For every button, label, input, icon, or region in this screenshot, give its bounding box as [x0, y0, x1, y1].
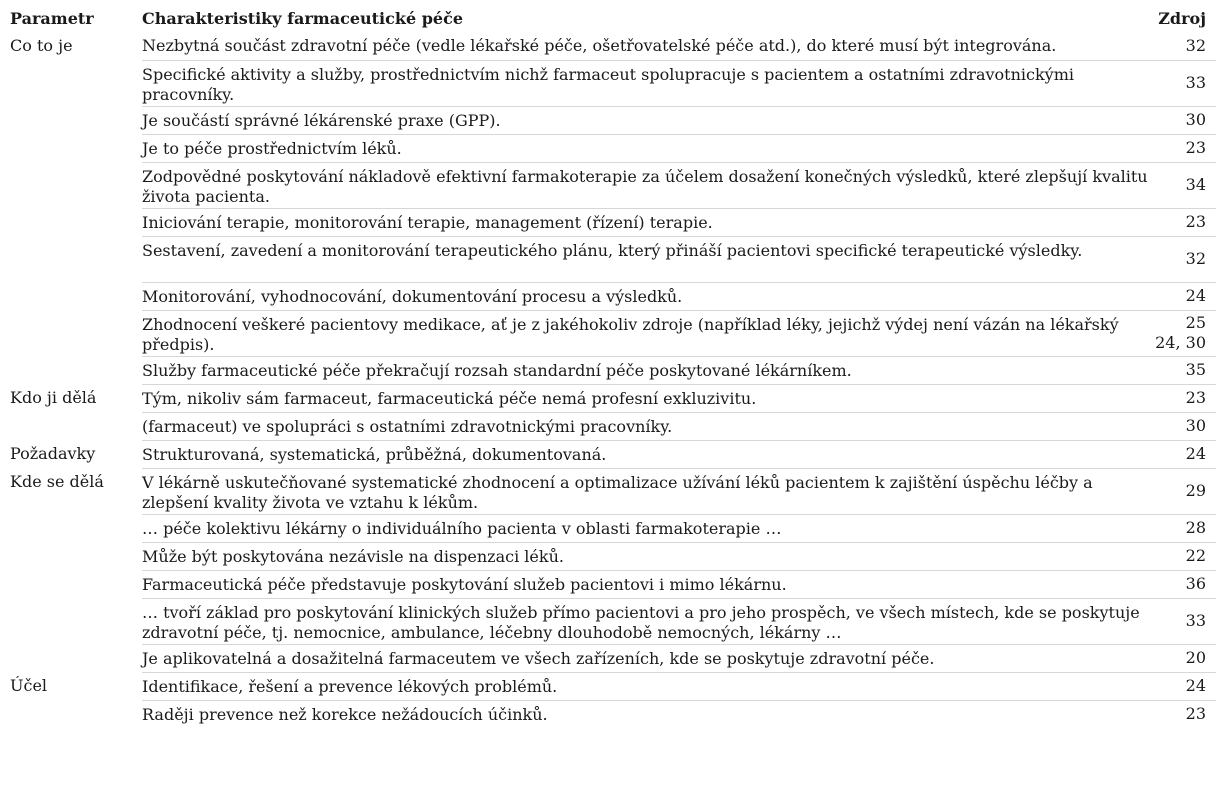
row-param	[10, 542, 142, 570]
row-characteristic: Sestavení, zavedení a monitorování terapeutického plánu, který přináší pacientovi specifické terapeutické výsledky.	[142, 236, 1152, 282]
row-source: 24	[1152, 672, 1216, 700]
row-param	[10, 356, 142, 384]
row-param	[10, 236, 142, 282]
row-param: Co to je	[10, 36, 73, 55]
table-row	[10, 208, 1216, 236]
row-param	[10, 282, 142, 310]
row-param: Požadavky	[10, 444, 96, 463]
row-param: Kdo ji dělá	[10, 388, 97, 407]
row-characteristic: Strukturovaná, systematická, průběžná, dokumentovaná.	[142, 440, 1152, 468]
table-row	[10, 282, 1216, 310]
table-row	[10, 412, 1216, 440]
row-source: 24	[1152, 282, 1216, 310]
row-source: 30	[1152, 106, 1216, 134]
table-row	[10, 700, 1216, 728]
row-param	[10, 644, 142, 672]
row-param	[10, 598, 142, 644]
row-characteristic: Nezbytná součást zdravotní péče (vedle lékařské péče, ošetřovatelské péče atd.), do které musí být integrována.	[142, 36, 1057, 55]
row-source: 24	[1152, 440, 1216, 468]
table-header-row	[10, 4, 1216, 32]
row-source: 23	[1152, 134, 1216, 162]
row-characteristic: (farmaceut) ve spolupráci s ostatními zdravotnickými pracovníky.	[142, 412, 1152, 440]
table-row	[10, 162, 1216, 208]
row-source: 29	[1152, 468, 1216, 514]
row-param	[10, 134, 142, 162]
row-characteristic: Zhodnocení veškeré pacientovy medikace, ať je z jakéhokoliv zdroje (například léky, jejichž výdej není vázán na lékařský předpis).	[142, 310, 1152, 356]
row-param	[10, 700, 142, 728]
table-row	[10, 468, 1216, 514]
row-characteristic: Je součástí správné lékárenské praxe (GPP).	[142, 106, 1152, 134]
row-source: 23	[1152, 208, 1216, 236]
row-characteristic: Tým, nikoliv sám farmaceut, farmaceutická péče nemá profesní exkluzivitu.	[142, 384, 1152, 412]
row-characteristic: … péče kolektivu lékárny o individuálního pacienta v oblasti farmakoterapie …	[142, 514, 1152, 542]
table-row	[10, 542, 1216, 570]
row-source: 28	[1152, 514, 1216, 542]
row-param	[10, 310, 142, 356]
row-source: 32	[1152, 236, 1216, 282]
row-characteristic: … tvoří základ pro poskytování klinických služeb přímo pacientovi a pro jeho prospěch, ve všech místech, kde se poskytuje zdravotní péče, tj. nemocnice, ambulance, léčebny dlouhodobě nemocných, lékárny …	[142, 598, 1152, 644]
table-row	[10, 60, 1216, 106]
row-characteristic: Služby farmaceutické péče překračují rozsah standardní péče poskytované lékárníkem.	[142, 356, 1152, 384]
table-row	[10, 106, 1216, 134]
header-characteristics: Charakteristiky farmaceutické péče	[142, 8, 463, 28]
header-source: Zdroj	[1158, 8, 1206, 28]
table-row	[10, 672, 1216, 700]
row-param	[10, 60, 142, 106]
row-characteristic: Je aplikovatelná a dosažitelná farmaceutem ve všech zařízeních, kde se poskytuje zdravotní péče.	[142, 644, 1152, 672]
row-source: 34	[1152, 162, 1216, 208]
table-row	[10, 570, 1216, 598]
row-param: Účel	[10, 676, 48, 695]
row-source: 25	[1185, 313, 1206, 332]
row-source: 32	[1185, 35, 1206, 55]
row-param	[10, 570, 142, 598]
table-row	[10, 134, 1216, 162]
row-source: 22	[1152, 542, 1216, 570]
row-source: 23	[1152, 384, 1216, 412]
table-row	[10, 440, 1216, 468]
row-source: 35	[1152, 356, 1216, 384]
table-row	[10, 644, 1216, 672]
row-characteristic: Identifikace, řešení a prevence lékových problémů.	[142, 672, 1152, 700]
row-source: 36	[1152, 570, 1216, 598]
row-param	[10, 412, 142, 440]
row-source-secondary: 24, 30	[1155, 333, 1206, 352]
row-param	[10, 106, 142, 134]
row-source: 33	[1152, 598, 1216, 644]
row-source-multi	[1152, 310, 1216, 356]
table-row	[10, 236, 1216, 282]
table-row	[10, 32, 1216, 60]
row-characteristic: V lékárně uskutečňované systematické zhodnocení a optimalizace užívání léků pacientem k zajištění úspěchu léčby a zlepšení kvality života ve vztahu k lékům.	[142, 468, 1152, 514]
row-characteristic: Monitorování, vyhodnocování, dokumentování procesu a výsledků.	[142, 282, 1152, 310]
row-characteristic: Může být poskytována nezávisle na dispenzaci léků.	[142, 542, 1152, 570]
row-characteristic: Zodpovědné poskytování nákladově efektivní farmakoterapie za účelem dosažení konečných výsledků, které zlepšují kvalitu života pacienta.	[142, 162, 1152, 208]
row-source: 20	[1152, 644, 1216, 672]
row-source: 23	[1152, 700, 1216, 728]
row-characteristic: Specifické aktivity a služby, prostřednictvím nichž farmaceut spolupracuje s pacientem a ostatními zdravotnickými pracovníky.	[142, 60, 1152, 106]
row-param	[10, 208, 142, 236]
table-row	[10, 384, 1216, 412]
table-row	[10, 598, 1216, 644]
row-source: 33	[1152, 60, 1216, 106]
row-source: 30	[1152, 412, 1216, 440]
pharmaceutical-care-table	[10, 4, 1216, 728]
row-param	[10, 162, 142, 208]
row-characteristic: Farmaceutická péče představuje poskytování služeb pacientovi i mimo lékárnu.	[142, 570, 1152, 598]
row-param: Kde se dělá	[10, 472, 104, 491]
row-characteristic: Iniciování terapie, monitorování terapie, management (řízení) terapie.	[142, 208, 1152, 236]
table-row	[10, 310, 1216, 356]
table-row	[10, 514, 1216, 542]
row-param	[10, 514, 142, 542]
row-characteristic: Je to péče prostřednictvím léků.	[142, 134, 1152, 162]
row-characteristic: Raději prevence než korekce nežádoucích účinků.	[142, 700, 1152, 728]
table-row	[10, 356, 1216, 384]
header-param: Parametr	[10, 8, 94, 28]
